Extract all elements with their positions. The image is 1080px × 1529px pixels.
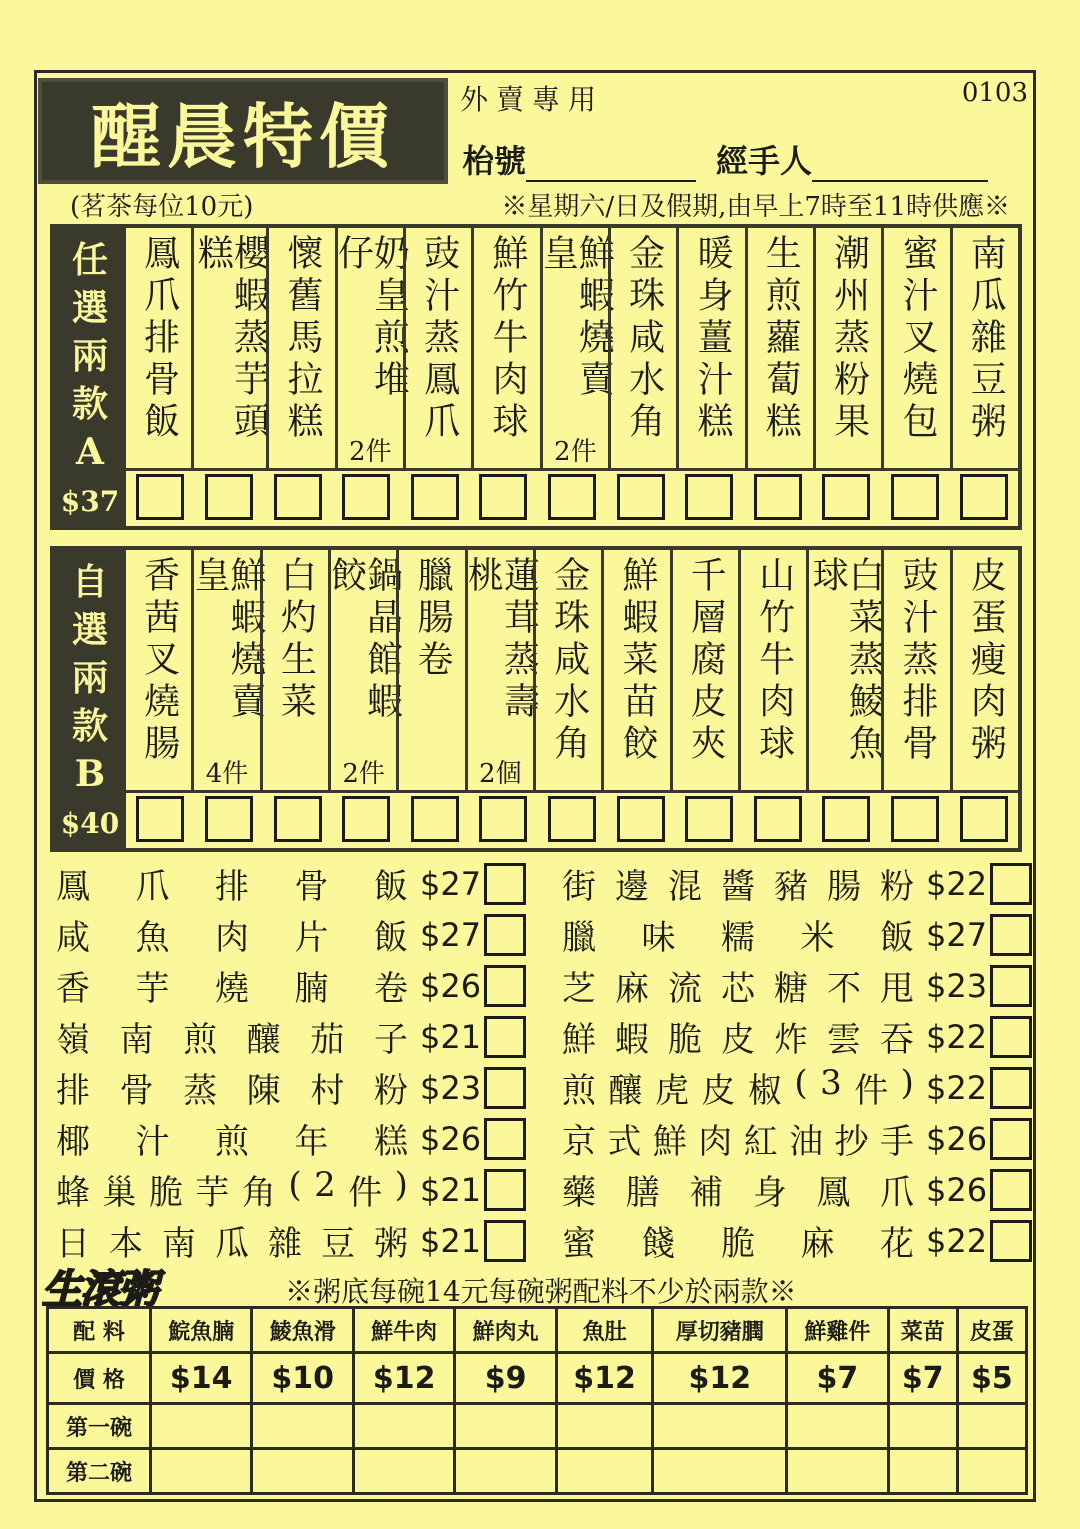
set-price: $37 xyxy=(60,485,120,518)
set-price: $40 xyxy=(60,807,120,840)
menu-item-price: $27 xyxy=(420,864,482,903)
notes-row xyxy=(70,186,1010,223)
bowl1-cell[interactable] xyxy=(252,1404,353,1449)
checkbox-cell xyxy=(881,468,950,526)
menu-item xyxy=(562,1062,1032,1113)
item-checkbox[interactable] xyxy=(136,796,184,842)
bowl2-row-label: 第二碗 xyxy=(48,1449,151,1494)
checkbox-row xyxy=(126,790,1018,848)
item-checkbox[interactable] xyxy=(548,474,596,520)
item-checkbox[interactable] xyxy=(342,474,390,520)
congee-table xyxy=(46,1306,1028,1495)
menu-item-name: 鳳 爪 排 骨 飯 xyxy=(56,867,408,907)
set-item-name: 白灼生菜 xyxy=(275,556,317,724)
set-item-name: 潮州蒸粉果 xyxy=(828,234,870,444)
menu-item-price: $22 xyxy=(926,864,988,903)
handler-field[interactable] xyxy=(812,144,988,182)
checkbox-cell xyxy=(126,468,195,526)
menu-item xyxy=(56,960,526,1011)
checkbox-cell xyxy=(263,790,332,848)
menu-item xyxy=(562,1215,1032,1266)
set-label-char: A xyxy=(76,431,104,473)
checkbox-cell xyxy=(195,468,264,526)
congee-ingredient: 菜苗 xyxy=(888,1308,957,1353)
set-item-name: 鍋晶館蝦餃 xyxy=(325,556,403,724)
menu-item-name: 嶺 南 煎 釀 茄 子 xyxy=(56,1020,408,1060)
bowl1-row-label: 第一碗 xyxy=(48,1404,151,1449)
header-fields xyxy=(462,136,988,182)
menu-item-price: $27 xyxy=(420,915,482,954)
set-a-panel xyxy=(50,224,1022,530)
set-item xyxy=(950,228,1018,468)
bowl2-cell[interactable] xyxy=(556,1449,652,1494)
checkbox-cell xyxy=(606,468,675,526)
checkbox-cell xyxy=(195,790,264,848)
bowl2-cell[interactable] xyxy=(957,1449,1026,1494)
menu-item-checkbox[interactable] xyxy=(990,1118,1032,1160)
set-item-name: 山竹牛肉球 xyxy=(753,556,795,766)
menu-item-price: $21 xyxy=(420,1221,482,1260)
set-item-name: 懷舊馬拉糕 xyxy=(281,234,323,444)
item-checkbox[interactable] xyxy=(342,796,390,842)
item-checkbox[interactable] xyxy=(274,796,322,842)
set-label-char: 兩 xyxy=(71,657,108,699)
set-item xyxy=(126,228,191,468)
menu-item-price: $21 xyxy=(420,1170,482,1209)
menu-item-price: $22 xyxy=(926,1017,988,1056)
set-item-name: 鮮蝦菜苗餃 xyxy=(616,556,658,766)
checkbox-cell xyxy=(743,790,812,848)
congee-ingredient: 鮮肉丸 xyxy=(455,1308,556,1353)
set-label-char: 任 xyxy=(71,239,108,281)
tea-note: (茗茶每位10元) xyxy=(70,192,254,222)
item-checkbox[interactable] xyxy=(274,474,322,520)
set-item xyxy=(950,550,1018,790)
congee-ingredient: 鯇魚腩 xyxy=(151,1308,252,1353)
set-item-qty: 2個 xyxy=(479,759,522,789)
item-checkbox[interactable] xyxy=(411,474,459,520)
takeaway-label: 外賣專用 xyxy=(460,83,605,116)
checkbox-cell xyxy=(400,790,469,848)
set-item-name: 鮮蝦燒賣皇 xyxy=(189,556,266,724)
set-label-char: 兩 xyxy=(71,335,108,377)
menu-item-checkbox[interactable] xyxy=(484,1067,526,1109)
bowl1-cell[interactable] xyxy=(556,1404,652,1449)
menu-item-price: $26 xyxy=(420,966,482,1005)
set-item-name: 香茜叉燒腸 xyxy=(138,556,180,766)
menu-item xyxy=(56,1164,526,1215)
set-item xyxy=(806,550,885,790)
set-item-name: 鳳爪排骨飯 xyxy=(138,234,180,444)
hours-note: ※星期六/日及假期,由早上7時至11時供應※ xyxy=(501,192,1010,222)
menu-item-name: 排 骨 蒸 陳 村 粉 xyxy=(56,1071,408,1111)
checkbox-cell xyxy=(469,790,538,848)
checkbox-cell xyxy=(812,790,881,848)
menu-item xyxy=(56,858,526,909)
checkbox-cell xyxy=(949,790,1018,848)
set-label-char: 選 xyxy=(71,609,108,651)
set-item-name: 臘腸卷 xyxy=(411,556,453,682)
bowl1-cell[interactable] xyxy=(353,1404,454,1449)
menu-item-checkbox[interactable] xyxy=(484,965,526,1007)
menu-list-left xyxy=(56,858,526,1266)
menu-item-checkbox[interactable] xyxy=(990,1169,1032,1211)
set-item xyxy=(266,228,334,468)
menu-item-name: 藥 膳 補 身 鳳 爪 xyxy=(562,1173,914,1213)
checkbox-cell xyxy=(675,468,744,526)
menu-item xyxy=(56,1011,526,1062)
menu-item-price: $22 xyxy=(926,1221,988,1260)
item-columns xyxy=(126,550,1018,793)
menu-item xyxy=(562,858,1032,909)
menu-item-checkbox[interactable] xyxy=(484,1169,526,1211)
menu-item-checkbox[interactable] xyxy=(990,914,1032,956)
item-checkbox[interactable] xyxy=(685,796,733,842)
set-item xyxy=(325,550,403,790)
set-item xyxy=(403,228,471,468)
set-item-name: 櫻蝦蒸芋頭糕 xyxy=(192,234,270,444)
set-item xyxy=(881,228,949,468)
bowl1-cell[interactable] xyxy=(787,1404,888,1449)
bowl2-cell[interactable] xyxy=(353,1449,454,1494)
checkbox-cell xyxy=(332,790,401,848)
item-checkbox[interactable] xyxy=(822,474,870,520)
set-item-name: 千層腐皮夾 xyxy=(685,556,727,766)
congee-ingredient: 鮮牛肉 xyxy=(353,1308,454,1353)
set-item xyxy=(462,550,540,790)
bowl1-cell[interactable] xyxy=(653,1404,787,1449)
set-item xyxy=(126,550,191,790)
menu-item-checkbox[interactable] xyxy=(484,1118,526,1160)
set-item xyxy=(396,550,464,790)
set-item xyxy=(738,550,806,790)
set-item-name: 奶皇煎堆仔 xyxy=(332,234,410,402)
menu-item xyxy=(562,1164,1032,1215)
checkbox-cell xyxy=(538,790,607,848)
set-label-char: 選 xyxy=(71,287,108,329)
congee-ingredient: 鯪魚滑 xyxy=(252,1308,353,1353)
set-item xyxy=(260,550,328,790)
item-checkbox[interactable] xyxy=(617,474,665,520)
set-label-char: B xyxy=(74,753,106,795)
set-item xyxy=(676,228,744,468)
menu-item-name: 煎 釀 虎 皮 椒 ( 3 件 ) xyxy=(562,1063,914,1111)
set-item xyxy=(533,550,601,790)
menu-item xyxy=(562,1011,1032,1062)
menu-item-checkbox[interactable] xyxy=(990,863,1032,905)
item-checkbox[interactable] xyxy=(891,474,939,520)
menu-item-checkbox[interactable] xyxy=(990,1016,1032,1058)
congee-title: 生滾粥 xyxy=(42,1266,156,1313)
set-item-name: 金珠咸水角 xyxy=(548,556,590,766)
set-a-label xyxy=(54,228,126,526)
set-item xyxy=(881,550,949,790)
menu-item-checkbox[interactable] xyxy=(990,1067,1032,1109)
congee-price: $12 xyxy=(353,1353,454,1404)
menu-item-name: 京 式 鮮 肉 紅 油 抄 手 xyxy=(562,1122,914,1162)
item-checkbox[interactable] xyxy=(685,474,733,520)
set-item-qty: 4件 xyxy=(205,759,249,789)
item-checkbox[interactable] xyxy=(960,474,1008,520)
set-item-name: 鮮蝦燒賣皇 xyxy=(537,234,615,402)
menu-item-price: $23 xyxy=(926,966,988,1005)
set-item xyxy=(670,550,738,790)
form-code: 0103 xyxy=(961,78,1028,108)
item-columns xyxy=(126,228,1018,471)
checkbox-cell xyxy=(675,790,744,848)
menu-item-price: $26 xyxy=(420,1119,482,1158)
item-checkbox[interactable] xyxy=(754,796,802,842)
set-b-label xyxy=(54,550,126,848)
menu-item-checkbox[interactable] xyxy=(484,914,526,956)
checkbox-cell xyxy=(469,468,538,526)
item-checkbox[interactable] xyxy=(205,796,253,842)
congee-note: ※粥底每碗14元每碗粥配料不少於兩款※ xyxy=(285,1275,797,1308)
congee-price: $14 xyxy=(151,1353,252,1404)
menu-item-price: $21 xyxy=(420,1017,482,1056)
menu-item-name: 臘 味 糯 米 飯 xyxy=(562,918,914,958)
set-label-char: 款 xyxy=(71,383,108,425)
menu-item-name: 蜂 巢 脆 芋 角 ( 2 件 ) xyxy=(56,1165,408,1213)
checkbox-cell xyxy=(949,468,1018,526)
set-item xyxy=(813,228,881,468)
checkbox-cell xyxy=(743,468,812,526)
checkbox-cell xyxy=(126,790,195,848)
table-number-field[interactable] xyxy=(526,144,696,182)
bowl2-cell[interactable] xyxy=(151,1449,252,1494)
set-label-char: 自 xyxy=(71,561,108,603)
set-item-qty: 2件 xyxy=(342,759,385,789)
item-checkbox[interactable] xyxy=(479,796,527,842)
congee-price: $12 xyxy=(556,1353,652,1404)
menu-item-name: 鮮 蝦 脆 皮 炸 雲 吞 xyxy=(562,1020,914,1060)
congee-price: $7 xyxy=(787,1353,888,1404)
checkbox-cell xyxy=(538,468,607,526)
bowl2-cell[interactable] xyxy=(653,1449,787,1494)
set-item-name: 豉汁蒸排骨 xyxy=(896,556,938,766)
menu-item-price: $22 xyxy=(926,1068,988,1107)
checkbox-cell xyxy=(400,468,469,526)
menu-item xyxy=(562,1113,1032,1164)
bowl2-cell[interactable] xyxy=(787,1449,888,1494)
item-checkbox[interactable] xyxy=(205,474,253,520)
menu-item xyxy=(562,960,1032,1011)
menu-item xyxy=(56,1113,526,1164)
menu-item-checkbox[interactable] xyxy=(484,1220,526,1262)
set-item-qty: 2件 xyxy=(349,437,392,467)
set-item xyxy=(191,228,270,468)
set-item-name: 皮蛋瘦肉粥 xyxy=(965,556,1007,766)
item-checkbox[interactable] xyxy=(617,796,665,842)
set-b-panel xyxy=(50,546,1022,852)
bowl1-cell[interactable] xyxy=(455,1404,556,1449)
congee-price: $10 xyxy=(252,1353,353,1404)
title-banner xyxy=(38,78,448,184)
set-item-name: 白菜蒸鯪魚球 xyxy=(807,556,885,766)
congee-price: $9 xyxy=(455,1353,556,1404)
set-item xyxy=(537,228,615,468)
set-item xyxy=(471,228,539,468)
table-number-label: 枱號 xyxy=(462,142,527,180)
bowl1-cell[interactable] xyxy=(151,1404,252,1449)
menu-item-checkbox[interactable] xyxy=(990,965,1032,1007)
checkbox-cell xyxy=(881,790,950,848)
price-row-label: 價 格 xyxy=(48,1353,151,1404)
set-item xyxy=(332,228,410,468)
menu-item-name: 街 邊 混 醬 豬 腸 粉 xyxy=(562,867,914,907)
congee-ingredient: 厚切豬膶 xyxy=(653,1308,787,1353)
set-item-name: 暖身薑汁糕 xyxy=(691,234,733,444)
menu-item-checkbox[interactable] xyxy=(990,1220,1032,1262)
checkbox-cell xyxy=(332,468,401,526)
bowl1-cell[interactable] xyxy=(957,1404,1026,1449)
set-item xyxy=(189,550,266,790)
menu-item-name: 日 本 南 瓜 雜 豆 粥 xyxy=(56,1224,408,1264)
menu-item-checkbox[interactable] xyxy=(484,1016,526,1058)
bowl2-cell[interactable] xyxy=(455,1449,556,1494)
set-item xyxy=(601,550,669,790)
congee-ingredient: 皮蛋 xyxy=(957,1308,1026,1353)
set-item-name: 蜜汁叉燒包 xyxy=(896,234,938,444)
menu-item-price: $23 xyxy=(420,1068,482,1107)
ingredients-row-label: 配 料 xyxy=(48,1308,151,1353)
page-title: 醒晨特價 xyxy=(91,94,395,178)
menu-item-name: 香 芋 燒 腩 卷 xyxy=(56,969,408,1009)
item-checkbox[interactable] xyxy=(479,474,527,520)
set-item xyxy=(608,228,676,468)
handler-label: 經手人 xyxy=(716,142,813,180)
congee-price: $5 xyxy=(957,1353,1026,1404)
set-item-name: 豉汁蒸鳳爪 xyxy=(418,234,460,444)
item-checkbox[interactable] xyxy=(960,796,1008,842)
bowl1-cell[interactable] xyxy=(888,1404,957,1449)
congee-ingredient: 鮮雞件 xyxy=(787,1308,888,1353)
item-checkbox[interactable] xyxy=(548,796,596,842)
menu-item-price: $27 xyxy=(926,915,988,954)
item-checkbox[interactable] xyxy=(891,796,939,842)
checkbox-row xyxy=(126,468,1018,526)
set-item-name: 南瓜雜豆粥 xyxy=(965,234,1007,444)
menu-item-name: 蜜 餞 脆 麻 花 xyxy=(562,1224,914,1264)
congee-ingredient: 魚肚 xyxy=(556,1308,652,1353)
item-checkbox[interactable] xyxy=(411,796,459,842)
menu-item-checkbox[interactable] xyxy=(484,863,526,905)
set-item-qty: 2件 xyxy=(554,437,597,467)
item-checkbox[interactable] xyxy=(822,796,870,842)
bowl2-cell[interactable] xyxy=(888,1449,957,1494)
checkbox-cell xyxy=(812,468,881,526)
menu-item xyxy=(562,909,1032,960)
menu-item-name: 咸 魚 肉 片 飯 xyxy=(56,918,408,958)
item-checkbox[interactable] xyxy=(136,474,184,520)
menu-item xyxy=(56,909,526,960)
item-checkbox[interactable] xyxy=(754,474,802,520)
menu-item xyxy=(56,1062,526,1113)
menu-item-price: $26 xyxy=(926,1170,988,1209)
set-item-name: 蓮茸蒸壽桃 xyxy=(462,556,540,724)
set-item xyxy=(745,228,813,468)
checkbox-cell xyxy=(606,790,675,848)
checkbox-cell xyxy=(263,468,332,526)
menu-list-right xyxy=(562,858,1032,1266)
set-item-name: 鮮竹牛肉球 xyxy=(486,234,528,444)
bowl2-cell[interactable] xyxy=(252,1449,353,1494)
menu-item-price: $26 xyxy=(926,1119,988,1158)
menu-item-name: 椰 汁 煎 年 糕 xyxy=(56,1122,408,1162)
set-label-char: 款 xyxy=(71,705,108,747)
congee-price: $7 xyxy=(888,1353,957,1404)
menu-item-name: 芝 麻 流 芯 糖 不 甩 xyxy=(562,969,914,1009)
congee-price: $12 xyxy=(653,1353,787,1404)
set-item-name: 金珠咸水角 xyxy=(623,234,665,444)
set-item-name: 生煎蘿蔔糕 xyxy=(760,234,802,444)
